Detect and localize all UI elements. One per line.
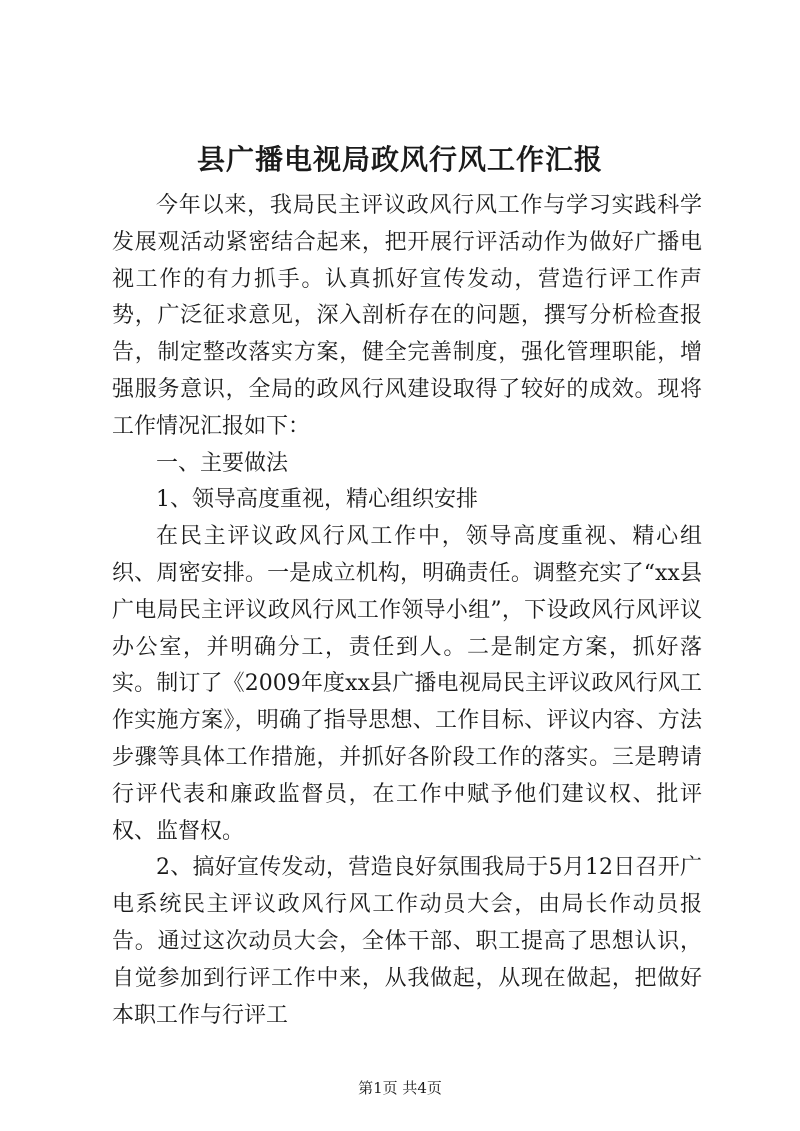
item-heading-1: 1、领导高度重视，精心组织安排 bbox=[156, 487, 478, 513]
intro-paragraph: 今年以来，我局民主评议政风行风工作与学习实践科学发展观活动紧密结合起来，把开展行评活动作为做好广播电视工作的有力抓手。认真抓好宣传发动，营造行评工作声势，广泛征求意见，深入剖析存在的问题，撰写分析检查报告，制定整改落实方案，健全完善制度，强化管理职能，增强服务意识，全局的政风行风建设取得了较好的成效。现将工作情况汇报如下： bbox=[112, 193, 702, 439]
item-1-paragraph: 在民主评议政风行风工作中，领导高度重视、精心组织、周密安排。一是成立机构，明确责任。调整充实了“xx县广电局民主评议政风行风工作领导小组”，下设政风行风评议办公室，并明确分工，责任到人。二是制定方案，抓好落实。制订了《2009年度xx县广播电视局民主评议政风行风工作实施方案》，明确了指导思想、工作目标、评议内容、方法步骤等具体工作措施，并抓好各阶段工作的落实。三是聘请行评代表和廉政监督员，在工作中赋予他们建议权、批评权、监督权。 bbox=[112, 524, 702, 844]
document-title: 县广播电视局政风行风工作汇报 bbox=[196, 143, 603, 176]
page-footer: 第1页 共4页 bbox=[358, 1079, 442, 1097]
section-heading-1: 一、主要做法 bbox=[156, 450, 289, 476]
document-body bbox=[112, 188, 702, 1034]
item-2-paragraph: 2、搞好宣传发动，营造良好氛围我局于5月12日召开广电系统民主评议政风行风工作动员大会，由局长作动员报告。通过这次动员大会，全体干部、职工提高了思想认识，自觉参加到行评工作中来，从我做起，从现在做起，把做好本职工作与行评工 bbox=[112, 855, 702, 1028]
